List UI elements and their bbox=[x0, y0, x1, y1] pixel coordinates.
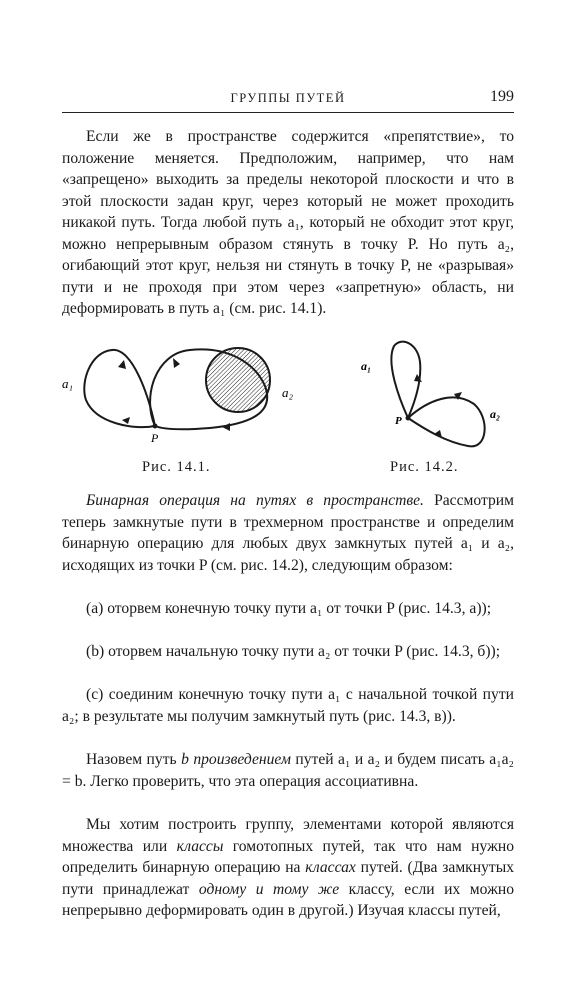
arrow-a2-bottom bbox=[222, 423, 230, 431]
section-lead: Бинарная операция на путях в пространстве. bbox=[86, 492, 424, 509]
figure-14-2 bbox=[356, 334, 514, 456]
classes-term-3: одному и тому же bbox=[198, 880, 340, 898]
label-p: P bbox=[395, 415, 402, 427]
list-item-a: (a) оторвем конечную точку пути a₁ от точки P (рис. 14.3, a)); bbox=[86, 600, 492, 617]
forbidden-disk bbox=[206, 348, 270, 412]
product-text-2: путей a₁ и a₂ и будем писать a₁a₂ = b. Легко проверить, что эта операция ассоциативна. bbox=[62, 751, 514, 790]
paragraph-obstacle: Если же в пространстве содержится «препятствие», то положение меняется. Предположим, например, что нам «запрещено» выходить за пределы некоторой плоскости и что в этой плоскости задан круг, через который не может проходить никакой путь. Тогда любой путь a₁, который не обходит этот круг, можно непрерывным образом стянуть в точку P. Но путь a₂, огибающий этот круг, нельзя ни стянуть в точку P, не «разрывая» пути и не проходя при этом через «запретную» область, ни деформировать в путь a₁ (см. рис. 14.1). bbox=[62, 128, 514, 317]
point-p bbox=[153, 424, 158, 429]
header-rule bbox=[62, 112, 514, 113]
product-text-1: Назовем путь bbox=[86, 751, 182, 768]
classes-text-3: путей. (Два замкнутых пути принадлежат bbox=[62, 859, 514, 898]
point-p bbox=[406, 416, 411, 421]
label-a2: a₂ bbox=[282, 385, 294, 400]
arrow-a2 bbox=[173, 358, 180, 368]
list-item-c: (c) соединим конечную точку пути a₁ с начальной точкой пути a₂; в результате мы получим замкнутый путь (рис. 14.3, в)). bbox=[62, 686, 514, 725]
label-a2: a₂ bbox=[490, 407, 501, 421]
classes-text-4: классу, если их можно непрерывно деформировать один в другой.) Изучая классы путей, bbox=[62, 880, 514, 919]
arrow-a1 bbox=[118, 360, 126, 369]
classes-term-2: классах bbox=[305, 859, 356, 876]
running-header bbox=[62, 88, 514, 110]
product-term: b произведением bbox=[181, 751, 291, 768]
path-a1-loop bbox=[84, 350, 155, 427]
label-a1: a₁ bbox=[62, 376, 74, 391]
paragraph-group-classes bbox=[62, 814, 514, 922]
running-title: ГРУППЫ ПУТЕЙ bbox=[230, 91, 346, 105]
classes-term-1: классы bbox=[176, 837, 224, 855]
list-item-b: (b) оторвем начальную точку пути a₂ от точки P (рис. 14.3, б)); bbox=[86, 643, 501, 660]
paragraph-binary-operation bbox=[62, 490, 514, 576]
label-a1: a₁ bbox=[361, 359, 372, 373]
caption-14-1: Рис. 14.1. bbox=[142, 459, 211, 475]
classes-text-1: Мы хотим построить группу, элементами которой являются множества или bbox=[62, 816, 514, 855]
paragraph-product bbox=[62, 749, 514, 792]
loop-a2 bbox=[408, 397, 485, 446]
arrow-a1-bottom bbox=[122, 417, 130, 424]
arrow-a2-lower bbox=[434, 430, 442, 438]
caption-14-2: Рис. 14.2. bbox=[390, 459, 459, 475]
figure-14-1 bbox=[60, 338, 330, 450]
page-number: 199 bbox=[490, 88, 514, 105]
classes-text-2: гомотопных путей, так что нам нужно определить бинарную операцию на bbox=[62, 837, 514, 876]
label-p: P bbox=[151, 431, 159, 445]
paragraph-binary-operation-text: Рассмотрим теперь замкнутые пути в трехмерном пространстве и определим бинарную операцию для любых двух замкнутых путей a₁ и a₂, исходящих из точки P (см. рис. 14.2), следующим образом: bbox=[62, 492, 514, 574]
